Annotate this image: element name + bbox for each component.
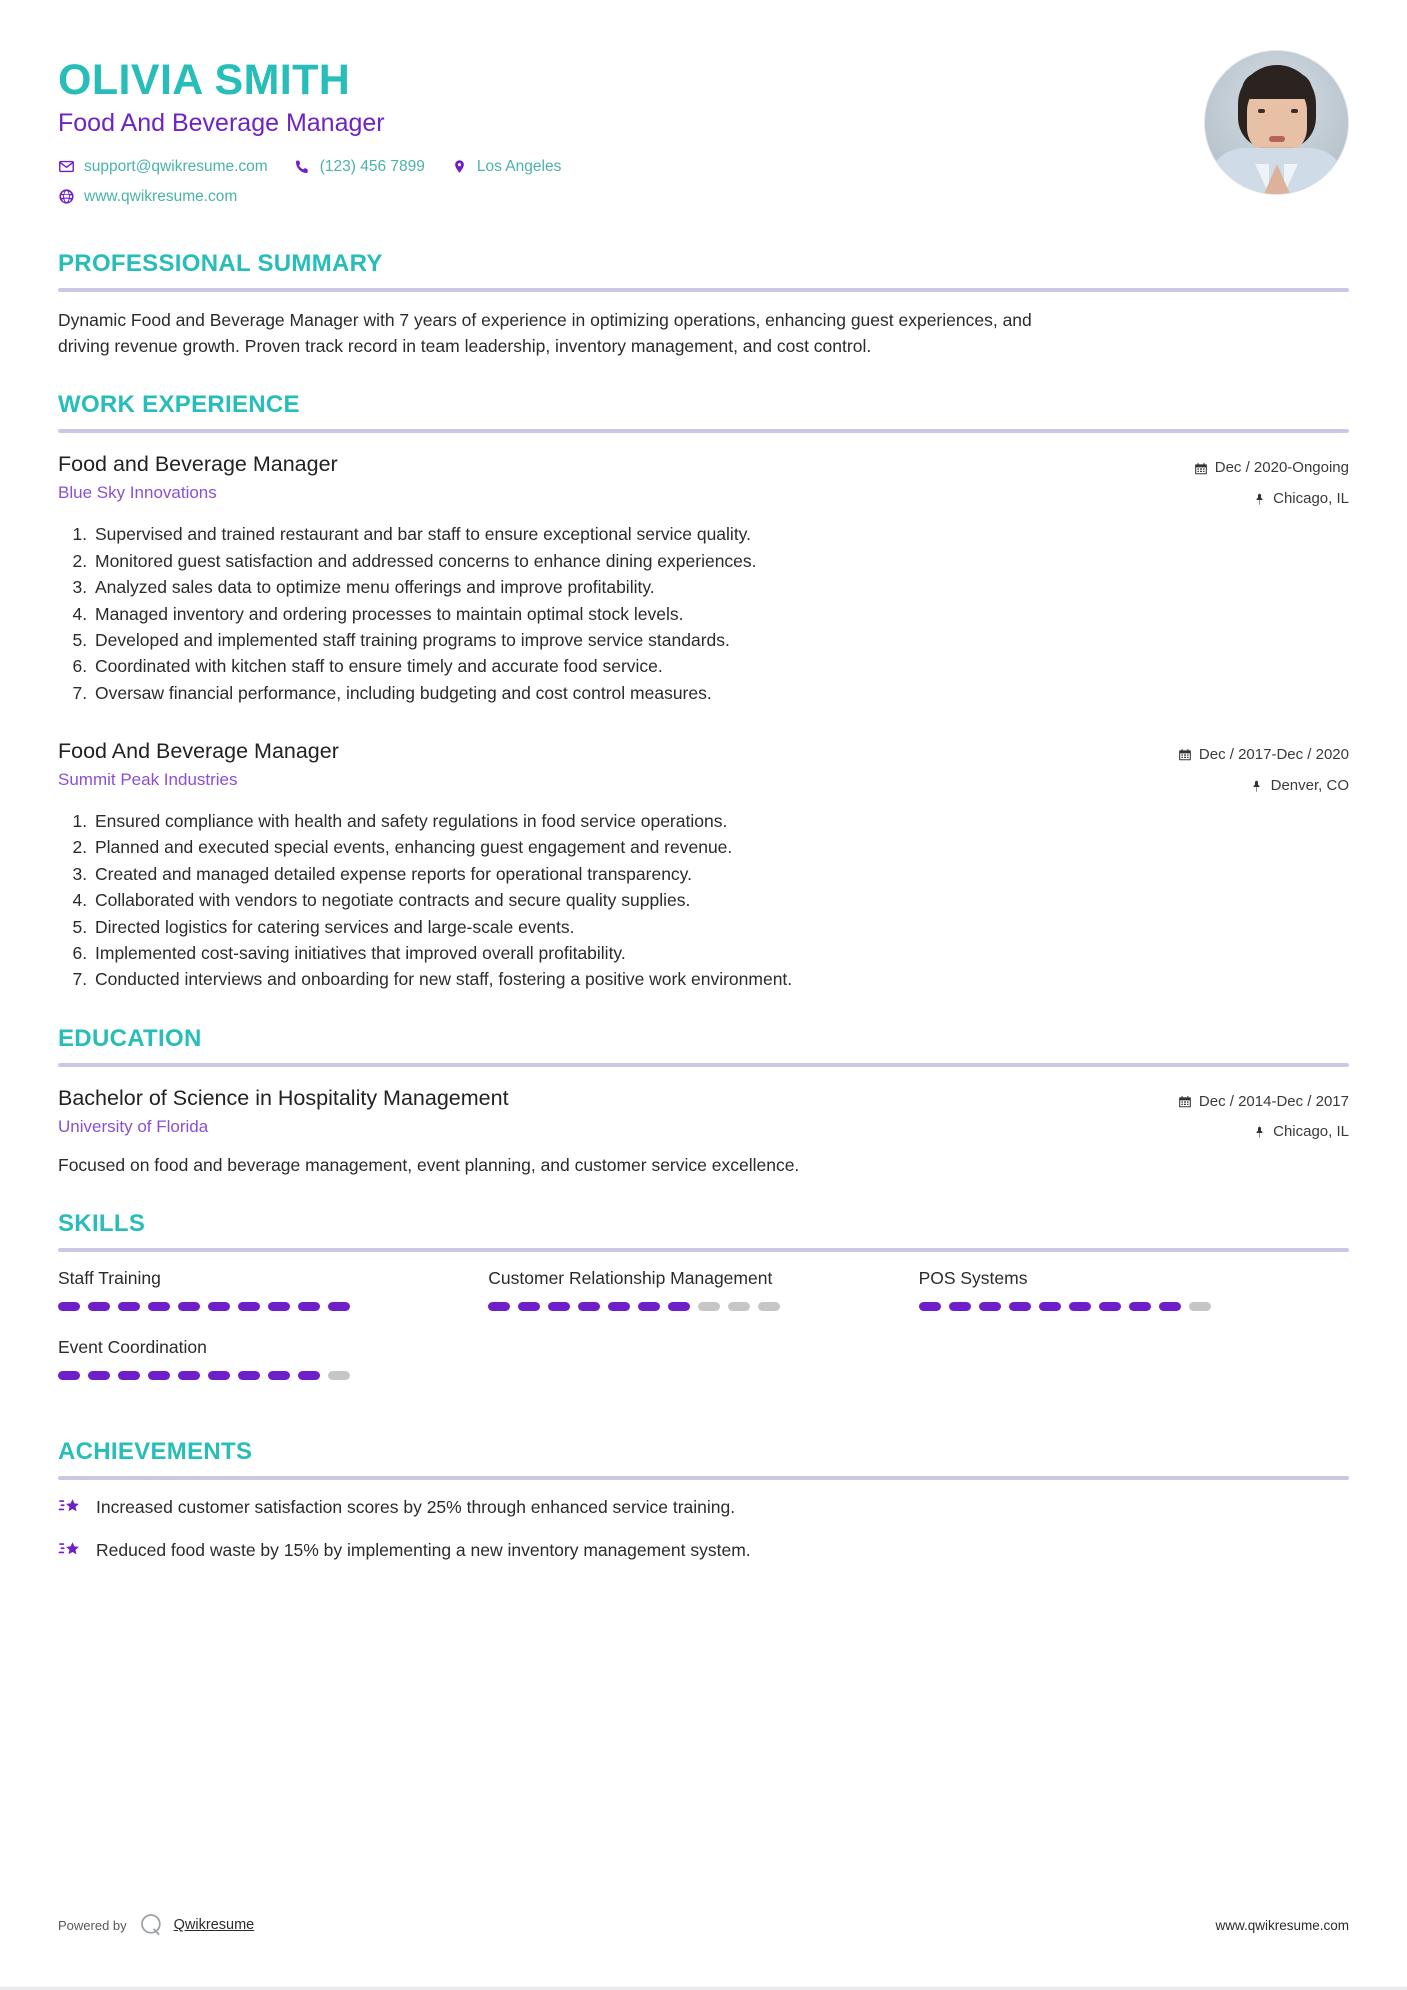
skill-segment: [488, 1302, 510, 1311]
skill-segment: [298, 1371, 320, 1380]
bullet-item: 2. Monitored guest satisfaction and addressed concerns to enhance dining experiences.: [92, 549, 1349, 574]
section-achievements: [58, 1438, 1349, 1564]
skill-name: Event Coordination: [58, 1337, 207, 1358]
contact-row-secondary: [58, 188, 1204, 206]
skill-segment: [298, 1302, 320, 1311]
education-dates: Dec / 2014-Dec / 2017: [1198, 1092, 1349, 1110]
section-divider: [58, 1063, 1349, 1067]
bullet-item: 5. Directed logistics for catering services and large-scale events.: [92, 915, 1349, 940]
bullet-item: 3. Created and managed detailed expense reports for operational transparency.: [92, 862, 1349, 887]
skill-segment: [548, 1302, 570, 1311]
globe-icon: [58, 188, 75, 205]
work-location: Denver, CO: [1270, 776, 1349, 794]
work-role: Food And Beverage Manager: [58, 739, 339, 764]
education-location: Chicago, IL: [1273, 1123, 1349, 1141]
skill-segment: [1039, 1302, 1061, 1311]
skill-segment: [208, 1371, 230, 1380]
section-title-summary: PROFESSIONAL SUMMARY: [58, 249, 383, 277]
skill-item: [488, 1268, 918, 1311]
skill-segment: [638, 1302, 660, 1311]
skill-segment: [118, 1371, 140, 1380]
work-meta: [1149, 738, 1349, 797]
avatar: [1204, 50, 1349, 195]
calendar-icon: [1178, 1095, 1192, 1109]
skill-segment: [979, 1302, 1001, 1311]
achievement-text: Reduced food waste by 15% by implementing a new inventory management system.: [96, 1540, 751, 1561]
phone-icon: [294, 158, 311, 175]
skill-segment: [328, 1302, 350, 1311]
bullet-item: 4. Managed inventory and ordering processes to maintain optimal stock levels.: [92, 602, 1349, 627]
skill-segment: [88, 1302, 110, 1311]
education-location-line: [1149, 1121, 1349, 1144]
contact-email[interactable]: [58, 158, 268, 176]
skill-segment: [1009, 1302, 1031, 1311]
work-bullets: [58, 809, 1349, 993]
skill-level-bar: [58, 1302, 448, 1311]
contact-row-primary: [58, 158, 1204, 176]
skill-name: Customer Relationship Management: [488, 1268, 773, 1289]
header-left-column: [58, 50, 1204, 218]
bullet-item: 7. Conducted interviews and onboarding for new staff, fostering a positive work environment.: [92, 967, 1349, 992]
skill-level-bar: [488, 1302, 878, 1311]
contact-location: [451, 158, 561, 176]
skill-segment: [608, 1302, 630, 1311]
candidate-name: OLIVIA SMITH: [58, 56, 351, 104]
skill-segment: [919, 1302, 941, 1311]
skill-segment: [698, 1302, 720, 1311]
skill-segment: [1159, 1302, 1181, 1311]
contact-phone[interactable]: [294, 158, 425, 176]
achievement-item: [58, 1539, 1349, 1564]
candidate-job-title: Food And Beverage Manager: [58, 109, 385, 138]
resume-header: [58, 50, 1349, 218]
contact-info: [58, 158, 1204, 206]
skill-segment: [58, 1371, 80, 1380]
bullet-item: 6. Implemented cost-saving initiatives that improved overall profitability.: [92, 941, 1349, 966]
work-dates: Dec / 2017-Dec / 2020: [1198, 746, 1349, 764]
skill-segment: [58, 1302, 80, 1311]
work-location-line: [1149, 488, 1349, 511]
skill-segment: [578, 1302, 600, 1311]
star-burst-icon: [58, 1497, 82, 1521]
skill-item: [58, 1268, 488, 1311]
education-entry: [58, 1085, 1349, 1178]
skill-segment: [1189, 1302, 1211, 1311]
skill-level-bar: [58, 1371, 448, 1380]
skill-level-bar: [919, 1302, 1309, 1311]
skill-name: Staff Training: [58, 1268, 161, 1289]
skill-segment: [268, 1371, 290, 1380]
section-divider: [58, 288, 1349, 292]
section-work-experience: [58, 391, 1349, 992]
achievements-list: [58, 1496, 1349, 1564]
education-dates-line: [1149, 1091, 1349, 1114]
skill-segment: [268, 1302, 290, 1311]
section-title-achievements: ACHIEVEMENTS: [58, 1438, 253, 1466]
skill-segment: [238, 1371, 260, 1380]
bullet-item: 6. Coordinated with kitchen staff to ensure timely and accurate food service.: [92, 654, 1349, 679]
avatar-container: [1204, 50, 1349, 195]
education-organization: University of Florida: [58, 1116, 209, 1136]
footer-website: www.qwikresume.com: [1215, 1917, 1349, 1933]
skill-segment: [1069, 1302, 1091, 1311]
section-title-work: WORK EXPERIENCE: [58, 391, 300, 419]
skill-segment: [178, 1371, 200, 1380]
section-professional-summary: [58, 250, 1349, 360]
contact-phone-label: (123) 456 7899: [319, 157, 425, 175]
work-meta: [1149, 451, 1349, 510]
work-dates-line: [1149, 457, 1349, 480]
skill-segment: [728, 1302, 750, 1311]
section-title-skills: SKILLS: [58, 1210, 146, 1238]
section-education: [58, 1025, 1349, 1178]
skills-grid: [58, 1268, 1349, 1406]
work-location: Chicago, IL: [1273, 489, 1349, 507]
bullet-item: 3. Analyzed sales data to optimize menu offerings and improve profitability.: [92, 575, 1349, 600]
section-title-education: EDUCATION: [58, 1024, 202, 1052]
work-dates-line: [1149, 744, 1349, 767]
education-degree: Bachelor of Science in Hospitality Management: [58, 1085, 509, 1110]
bullet-item: 1. Supervised and trained restaurant and bar staff to ensure exceptional service quality.: [92, 522, 1349, 547]
contact-location-label: Los Angeles: [476, 157, 562, 175]
education-description: Focused on food and beverage management, event planning, and customer service excellence.: [58, 1154, 800, 1175]
contact-email-label: support@qwikresume.com: [84, 157, 268, 175]
contact-website-label: www.qwikresume.com: [84, 187, 238, 205]
skill-segment: [1129, 1302, 1151, 1311]
skill-segment: [148, 1302, 170, 1311]
skill-segment: [949, 1302, 971, 1311]
skill-segment: [238, 1302, 260, 1311]
section-divider: [58, 429, 1349, 433]
bullet-item: 1. Ensured compliance with health and safety regulations in food service operations.: [92, 809, 1349, 834]
work-entry: [58, 738, 1349, 993]
skill-name: POS Systems: [918, 1268, 1028, 1289]
skill-segment: [518, 1302, 540, 1311]
skill-segment: [178, 1302, 200, 1311]
skill-segment: [758, 1302, 780, 1311]
work-location-line: [1149, 775, 1349, 798]
work-organization: Blue Sky Innovations: [58, 483, 217, 503]
skill-item: [919, 1268, 1349, 1311]
star-burst-icon: [58, 1540, 82, 1564]
achievement-item: [58, 1496, 1349, 1521]
page-footer: [58, 1912, 1349, 1938]
work-organization: Summit Peak Industries: [58, 769, 238, 789]
calendar-icon: [1194, 462, 1208, 476]
section-divider: [58, 1476, 1349, 1480]
pushpin-icon: [1252, 492, 1266, 506]
skill-segment: [148, 1371, 170, 1380]
skill-segment: [1099, 1302, 1121, 1311]
skill-segment: [208, 1302, 230, 1311]
pushpin-icon: [1250, 779, 1264, 793]
skill-segment: [88, 1371, 110, 1380]
section-divider: [58, 1248, 1349, 1252]
bullet-item: 4. Collaborated with vendors to negotiate contracts and secure quality supplies.: [92, 888, 1349, 913]
skill-item: [58, 1337, 488, 1380]
work-bullets: [58, 522, 1349, 706]
achievement-text: Increased customer satisfaction scores by 25% through enhanced service training.: [96, 1497, 736, 1518]
calendar-icon: [1178, 748, 1192, 762]
bullet-item: 5. Developed and implemented staff training programs to improve service standards.: [92, 628, 1349, 653]
skill-segment: [668, 1302, 690, 1311]
envelope-icon: [58, 158, 75, 175]
powered-by-label: Powered by: [58, 1917, 127, 1933]
footer-brand-group: [58, 1912, 254, 1938]
qwikresume-link[interactable]: Qwikresume: [173, 1917, 255, 1933]
bullet-item: 2. Planned and executed special events, enhancing guest engagement and revenue.: [92, 835, 1349, 860]
bullet-item: 7. Oversaw financial performance, including budgeting and cost control measures.: [92, 681, 1349, 706]
summary-text: Dynamic Food and Beverage Manager with 7 years of experience in optimizing operations, enhancing guest experiences, and driving revenue growth. Proven track record in team leadership, inventory management, and cost control.: [58, 309, 1032, 356]
work-entry: [58, 451, 1349, 706]
education-meta: [1149, 1085, 1349, 1144]
section-skills: [58, 1210, 1349, 1406]
skill-segment: [118, 1302, 140, 1311]
work-role: Food and Beverage Manager: [58, 452, 338, 477]
map-pin-icon: [451, 158, 468, 175]
skill-segment: [328, 1371, 350, 1380]
pushpin-icon: [1252, 1125, 1266, 1139]
work-dates: Dec / 2020-Ongoing: [1214, 459, 1349, 477]
contact-website[interactable]: [58, 188, 237, 206]
qwikresume-logo-icon: [139, 1912, 165, 1938]
